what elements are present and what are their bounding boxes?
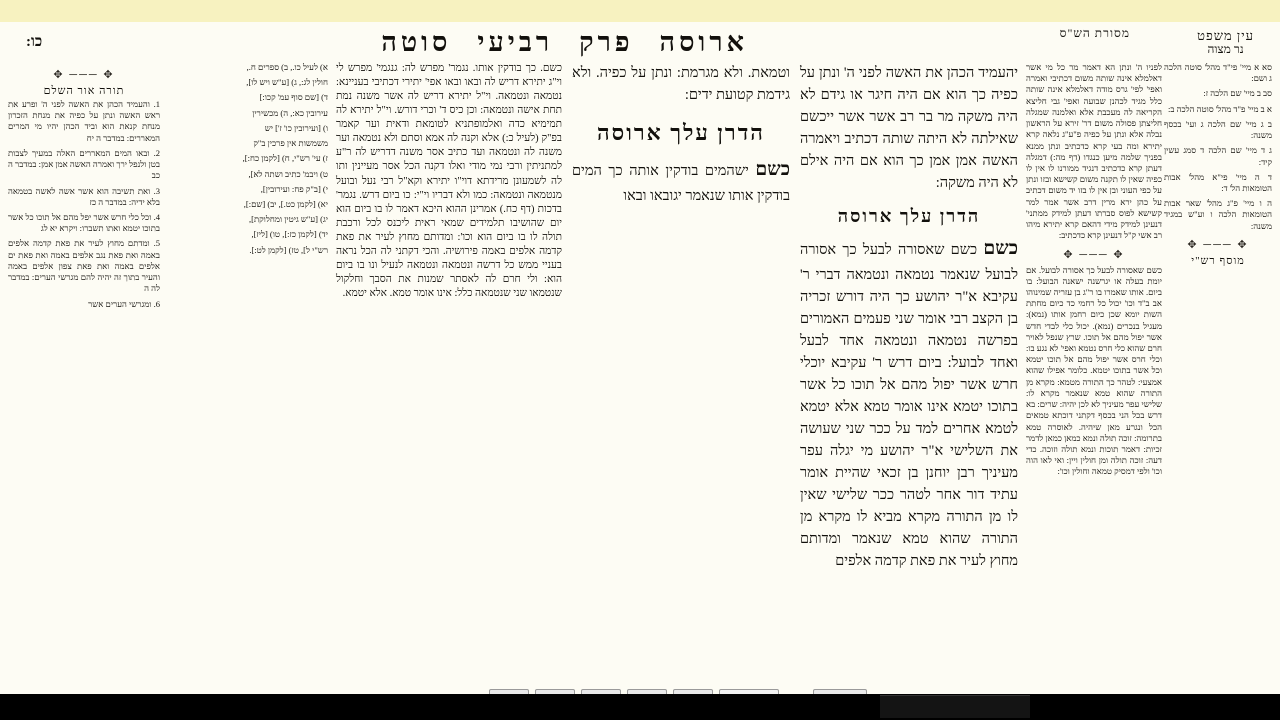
page-title <box>381 27 748 58</box>
page-scrollbar[interactable] <box>1274 22 1280 694</box>
title-word-1: ארוסה <box>659 26 748 57</box>
masoret-entry: א) לעיל כו., ב) ספרים ח., <box>246 62 328 72</box>
column-tosafot <box>336 62 562 301</box>
torah-or-title: תורה אור השלם <box>43 85 125 97</box>
masoret-entry: ו) [ועירובין כו' ז'] יש <box>264 122 328 133</box>
ein-mishpat-entry: ה ו מיי' פ"ג מהל' שאר אבות הטומאות הלכה ו וע"ש במגיד משנה: <box>1164 198 1272 231</box>
ein-mishpat-body-top: לפניו ה' ונתן הא דאמר מר כל מי אשר דאלמלא אינה שותה משום דכתיבי ואמרה ואפי' לפי' גרס מודה דאלמלא אינה שותה כלל מגיד לכהנן שבועה ואפי' גבי חליצא הקריאה לה מעכבת אלא ואלמנה שמגלה חליצתן פסולה משום דר' זירא על הראשון נבלה אלא ונתן על כפיה פ"ע"ג נלאה קרא יתירא ומה בעי קרא כדכתיב ונתן ממנא בפניך שלמה מיען כנגדו (דף מה:) דמגלה דעתן קרא כדכתיב דנגיד ממורנו לו אין לו כפיה שאין לו תקנה משום קשישא ובזו ונתן על כפי העוני ובן אין לו בזו יד משום דכתיב על כהן ירא מרין דרב אשר אמר למר קשישא לפוס סברתו דעתן למידק ממתני' דנעינן למידק מידי דהאם קרא יתירא מיהו רב אשי ק"ל דנעינן קרא כדכתיב: <box>1026 62 1162 241</box>
mosif-rashi-body: כשם שאסורה לבעל כך אסורה לבועל. אם יומת בעלה או יגרשנה ישאנה הבועל: בו ביום. אותו שאמרו בו ר"ג בן עזריה שמינוהו אב ב"ד וכו' יכול כל רחמי כד כיום מחתת השות יומא שכן כיום רחמן אותו (נמא): מעגיל בנכרים (נמא). יכול כלי לבדי חדש אשר יפול מהם אל תוכו. שרץ שנפל לאויר חרם שהוא כלי חרס נטמא ואפי' לא נגע בו: וכלי חרס אשר יפול מהם אל תוכו יטמא וכל אשר בתוכו יטמא. כלומר אפילו שהוא אמצעי: לטהר כך התורה מטמא: מקרא מן התורה שהוא טמא שנאמר מקרא לו: שלישי עפר מעיניך לא לכן יהיה: שרים: בא דרש בכל הני בכסף דקתני דוכתא טמאים הכל ונגרע מאן שיהיה. לאוסרה טמא בתרומה: זוכה תולה ונמא כמאן כמאן לדמר זכיות: דאמר תוכות ונמא תולה וזוכה. כדי דעה: זוכה תולה ומן חולין ויין: ואי לאו הוה וכו' ולפי דמסיק טמאה וחולין וכו': <box>1026 264 1162 477</box>
masoret-entry: משמשות אין פרכין ב"ק <box>253 138 328 149</box>
ein-mishpat-entry: ב ג מיי' שם הלכה ג ועי' בכסף משנה: <box>1164 118 1272 141</box>
column-mosif-rashi <box>1026 62 1162 478</box>
column-torah-or <box>8 62 160 314</box>
title-word-2: פרק <box>579 26 634 57</box>
mishna-text-left: ישהמים בודקין אותה כך המים בודקין אותו שנאמר יגובאו ובאו <box>572 163 790 204</box>
ornament-divider: ✥ ─── ✥ <box>1187 238 1249 251</box>
masoret-entry: רש"י ל], טז) [לקמן לט:]. <box>249 244 328 255</box>
masoret-entry: עירובין כא:, ה) מכשירין <box>252 107 328 118</box>
torah-or-entry: 3. ואת תשיבה הוא אשר אשה לאשה בטמאה בלא ידיה: במדבר ה כז <box>8 185 160 207</box>
top-banner <box>0 0 1280 22</box>
folio-number: כו: <box>26 33 43 50</box>
column-masoret <box>168 62 328 260</box>
column-ein-mishpat <box>1164 62 1272 269</box>
taskbar-chip[interactable] <box>880 695 1030 718</box>
ein-mishpat-header <box>1197 29 1254 55</box>
masoret-entry: ד) [שם סוף עמ' קכו:] <box>259 92 328 103</box>
ein-mishpat-entry: סב ב מיי' שם הלכה ז: <box>1203 88 1272 99</box>
torah-or-entry: 6. ומגרשי הערים אשר <box>88 298 160 309</box>
masoret-entry: חולין לג:, ג) [ע"ש ויש לו], <box>246 77 328 88</box>
ornament-divider: ✥ ─── ✥ <box>53 69 115 81</box>
mishna-text-right: כשם שאסורה לבעל כך אסורה לבועל שנאמר נטמאה ונטמאה דברי ר' עקיבא א"ר יהושע כך היה דורש זכריה בן הקצב רבי אומר שני פעמים האמורים בפרשה נטמאה ונטמאה אחד לבעל ואחד לבועל: ביום דרש ר' עקיבא יוכלי חרש אשר יפול מהם אל תוכו כל אשר בתוכו יטמא אינו אומר טמא אלא יטמא לטמא אחרים למד על ככר שני שעושה את השלישי א"ר יהושע מי יגלה עפר מעיניך רבן יוחנן בן זכאי שהיית אומר עתיד דור אחר לטהר ככר שלישי שאין לו מן התורה מקרא מביא לו מקרא מן התורה שהוא טמא שנאמר ומדותם מחוץ לעיר את פאת קדמה אלפים <box>800 242 1018 570</box>
mishna-opener-left <box>572 156 790 207</box>
torah-or-entry: 5. ומדתם מחוץ לעיר את פאת קדמה אלפים באמה ואת פאת נגב אלפים באמה ואת פאת ים אלפים באמה ואת פאת צפון אלפים באמה והעיר בתוך זה יהיה להם מגרשי הערים: במדבר לה ה <box>8 238 160 294</box>
ein-mishpat-entry: סא א מיי' פי"ד מהל' סוטה הלכה ג ושם: <box>1164 62 1272 84</box>
masoret-entry: יג) [ע"ש גיטין ומחלוקת], <box>248 214 328 225</box>
mishna-opening-word-left: כשם <box>755 159 791 181</box>
ein-mishpat-entry: א ב מיי' פ"ד מהל' סוטה הלכה ב: <box>1168 103 1272 114</box>
torah-or-entry: 2. ובאו המים המאררים האלה במעיך לצבות בטן ולנפל ירך ואמרה האשה אמן אמן: במדבר ה כב <box>8 147 160 181</box>
ein-mishpat-title-line2: נר מצוה <box>1207 41 1244 56</box>
mishna-opener-right <box>800 235 1018 572</box>
masoret-entry: ט) ויבמ' כתיב ושתה לא], <box>248 168 328 179</box>
ein-mishpat-entry: ד ה מיי' פי"א מהל' אבות הטומאות הל' ד: <box>1164 171 1272 193</box>
title-word-3: רביעי <box>477 26 554 57</box>
masoret-entry: י) [ב"ק פח: ועירובין], <box>260 183 328 194</box>
main-text-paragraph-1: יהעמיד הכהן את האשה לפני ה' ונתן על כפיה כך הוא אם היה חיגר או גידם לא היה משקה מר בר רב אשר אשר ייכשם שאילתה לא היתה שותה דכתיב ויאמרה האשה אמן אמן כך הוא אם היה אילם לא היה משקה: <box>800 65 1018 192</box>
ein-mishpat-entry: ג ד מיי' שם הלכה ד סמג עשין קיד: <box>1164 145 1272 167</box>
column-main-right <box>800 62 1018 573</box>
hadran-heading-right: הדרן עלך ארוסה <box>837 206 981 227</box>
masoret-entry: ז) עי' רש"י, ח) [לקמן כח:], <box>242 153 328 164</box>
ornament-divider: ✥ ─── ✥ <box>1063 248 1125 261</box>
masoret-entry: יא) [לקמן כט.], יב) [שם:], <box>243 198 328 209</box>
masoret-entry: יד) [לקמן כז:], טו) [ליז], <box>251 229 328 240</box>
bottom-black-bar <box>0 694 1280 720</box>
masoret-header-title: מסורת הש"ס <box>1059 26 1130 40</box>
rashi-gloss-1: וטמאת. ולא מגרמת: ונתן על כפיה. ולא גידמת קטועת ידים: <box>572 65 790 104</box>
column-main-left <box>572 62 790 207</box>
page-columns <box>0 62 1280 694</box>
mosif-rashi-title: מוסף רש"י <box>1191 254 1245 267</box>
torah-or-entry: 1. והעמיד הכהן את האשה לפני ה' ופרע את ראש האשה ונתן על כפיה את מנחת הזכרון מנחת קנאת הוא וביד הכהן יהיו מי המרים המאררים: במדבר ה יח <box>8 99 160 143</box>
title-word-4: סוטה <box>381 26 452 57</box>
mishna-opening-word: כשם <box>983 238 1019 260</box>
hadran-heading-left: הדרן עלך ארוסה <box>597 120 765 146</box>
torah-or-entry: 4. וכל כלי חרש אשר יפל מהם אל תוכו כל אשר בתוכו יטמא ואתו תשברו: ויקרא יא לג <box>8 211 160 234</box>
tosafot-body: כשם. כך בודקין אותו. נגמר' מפרש לה: גנגמי' מפרש לי וי"ג יתירא דריש לה ובאו ובאו אפי' יתירי דכתיבי בעניינא: נטמאה ונטמאה. וי"ל יתירא דריש לה אשר משנה נמת תחת אישה ונטמאה: וכן כיס ד' וכרי דורש. וי"ל יתירא לה תמימיא כדה ואלמופתניא לטומאת ודאית וער קאמר בפ"ק (לעיל כ:) אלא וקנה לה אמא וסתם ולא נטמאה וער משנה לה ונטמאה ועד כתיב אסר משנה דדריש לה ר"ע למתניתין ורבי נמי מודי ואלו דקנה הכל אסר מעיינין ותו לה לשמעונן מרידתא דוי"ו יתירא וקא"ל רבי נעל ובועל מנטמאה ונטמאה: כמו ולא דבריו וי"י: כו ביום דרש. נגמר' בדכות (דף כח.) אמרינן ההוא היכא דאמר לו בו ביום הוא יום שהושיבו תלמידים שמאי ראית ליכנס לכל ורכבת תולה לו בו ביום הוא וכו': ומדותם מחוץ לעיר את פאת קדמה אלפים באמה פירושיה. והכי דקתני לה הכל נראה בעניי ממש כל דרשה ונטמאה ונטמאה לנעיל ונו בו ביום הוא: ולי חרם לה לאסתר שמנות את הסבך וחלקול שנטמאו שני שנטמאה כלל: אינו אומר טמא. אלא יטמא. <box>336 63 562 299</box>
document-page <box>0 22 1280 694</box>
ein-mishpat-title-line1: עין משפט <box>1197 27 1254 43</box>
